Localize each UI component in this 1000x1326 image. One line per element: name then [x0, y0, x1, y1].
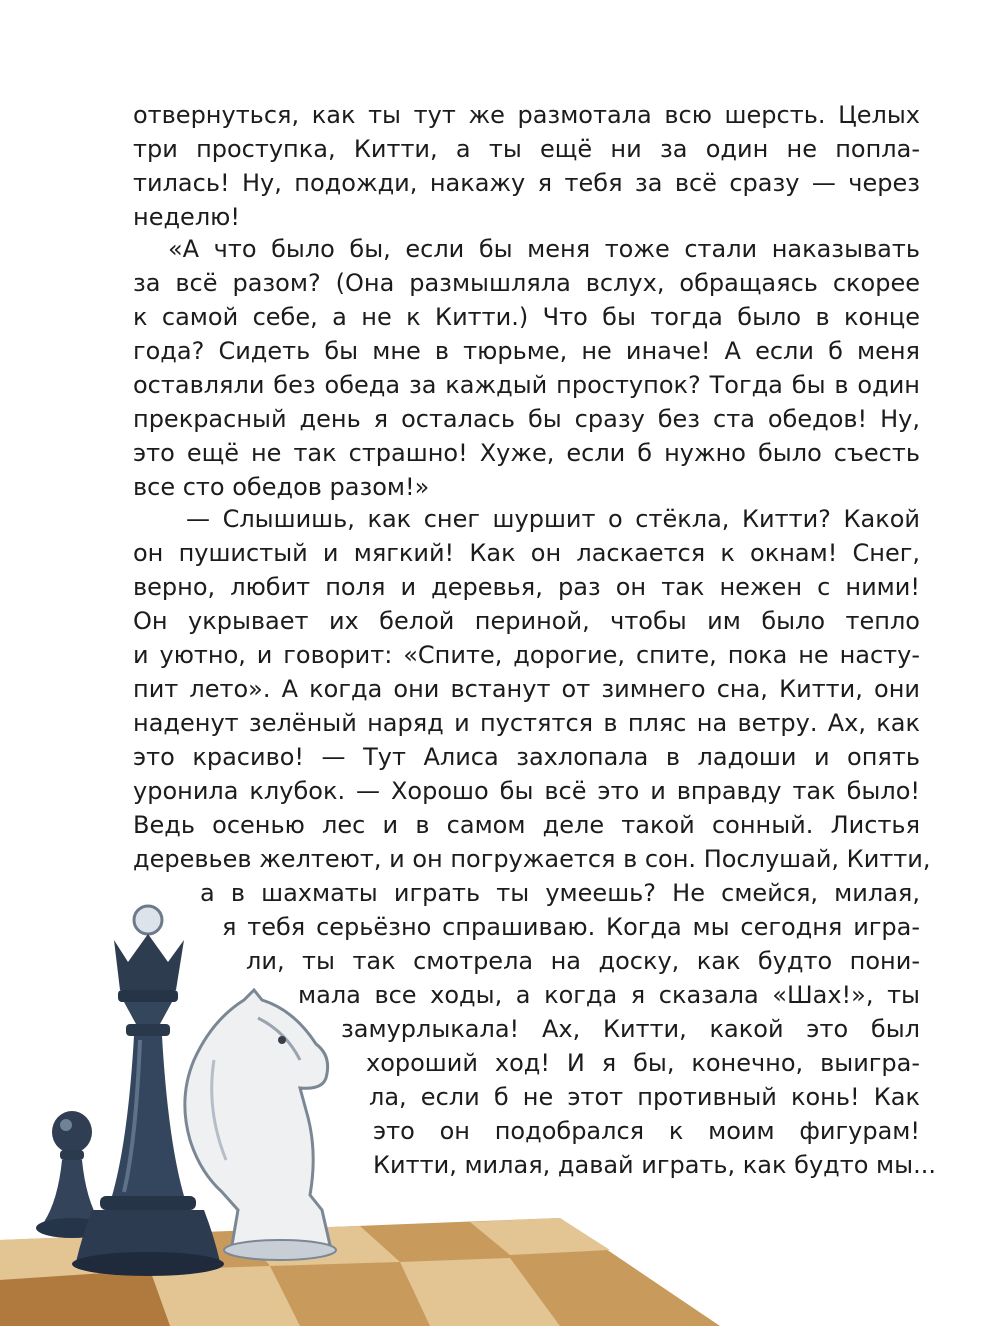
text-line: и уютно, и говорит: «Спите, дорогие, спите, пока не насту-	[133, 641, 920, 669]
text-line: мала все ходы, а когда я сказала «Шах!», ты	[298, 981, 920, 1009]
text-line: «А что было бы, если бы меня тоже стали наказывать	[168, 235, 920, 263]
text-line: это ещё не так страшно! Хуже, если б нужно было съесть	[133, 439, 920, 467]
text-line: к самой себе, а не к Китти.) Что бы тогда было в конце	[133, 303, 920, 331]
text-line: замурлыкала! Ах, Китти, какой это был	[341, 1015, 920, 1043]
text-line: тилась! Ну, подожди, накажу я тебя за всё сразу — через	[133, 169, 920, 197]
text-line: верно, любит поля и деревья, раз он так нежен с ними!	[133, 573, 920, 601]
text-line: прекрасный день я осталась бы сразу без ста обедов! Ну,	[133, 405, 920, 433]
text-line: три проступка, Китти, а ты ещё ни за один не попла-	[133, 135, 920, 163]
text-line: хороший ход! И я бы, конечно, выигра-	[366, 1049, 920, 1077]
text-line: оставляли без обеда за каждый проступок? Тогда бы в один	[133, 371, 920, 399]
text-line: Ведь осенью лес и в самом деле такой сонный. Листья	[133, 811, 920, 839]
text-line: года? Сидеть бы мне в тюрьме, не иначе! А если б меня	[133, 337, 920, 365]
text-line: Китти, милая, давай играть, как будто мы...	[373, 1151, 936, 1179]
text-line: все сто обедов разом!»	[133, 473, 430, 501]
text-line: деревьев желтеют, и он погружается в сон. Послушай, Китти,	[133, 845, 931, 873]
text-line: я тебя серьёзно спрашиваю. Когда мы сегодня игра-	[222, 913, 920, 941]
text-line: за всё разом? (Она размышляла вслух, обращаясь скорее	[133, 269, 920, 297]
text-line: а в шахматы играть ты умеешь? Не смейся, милая,	[200, 879, 920, 907]
text-line: неделю!	[133, 203, 240, 231]
knight-piece	[185, 990, 336, 1260]
text-line: Он укрывает их белой периной, чтобы им было тепло	[133, 607, 920, 635]
text-line: это он подобрался к моим фигурам!	[373, 1117, 920, 1145]
text-line: он пушистый и мягкий! Как он ласкается к окнам! Снег,	[133, 539, 920, 567]
text-line: ла, если б не этот противный конь! Как	[369, 1083, 920, 1111]
text-line: — Слышишь, как снег шуршит о стёкла, Китти? Какой	[186, 505, 920, 533]
text-line: наденут зелёный наряд и пустятся в пляс на ветру. Ах, как	[133, 709, 920, 737]
text-line: ли, ты так смотрела на доску, как будто пони-	[246, 947, 920, 975]
text-line: отвернуться, как ты тут же размотала всю шерсть. Целых	[133, 101, 920, 129]
text-line: пит лето». А когда они встанут от зимнего сна, Китти, они	[133, 675, 920, 703]
text-line: уронила клубок. — Хорошо бы всё это и вправду так было!	[133, 777, 920, 805]
text-line: это красиво! — Тут Алиса захлопала в ладоши и опять	[133, 743, 920, 771]
